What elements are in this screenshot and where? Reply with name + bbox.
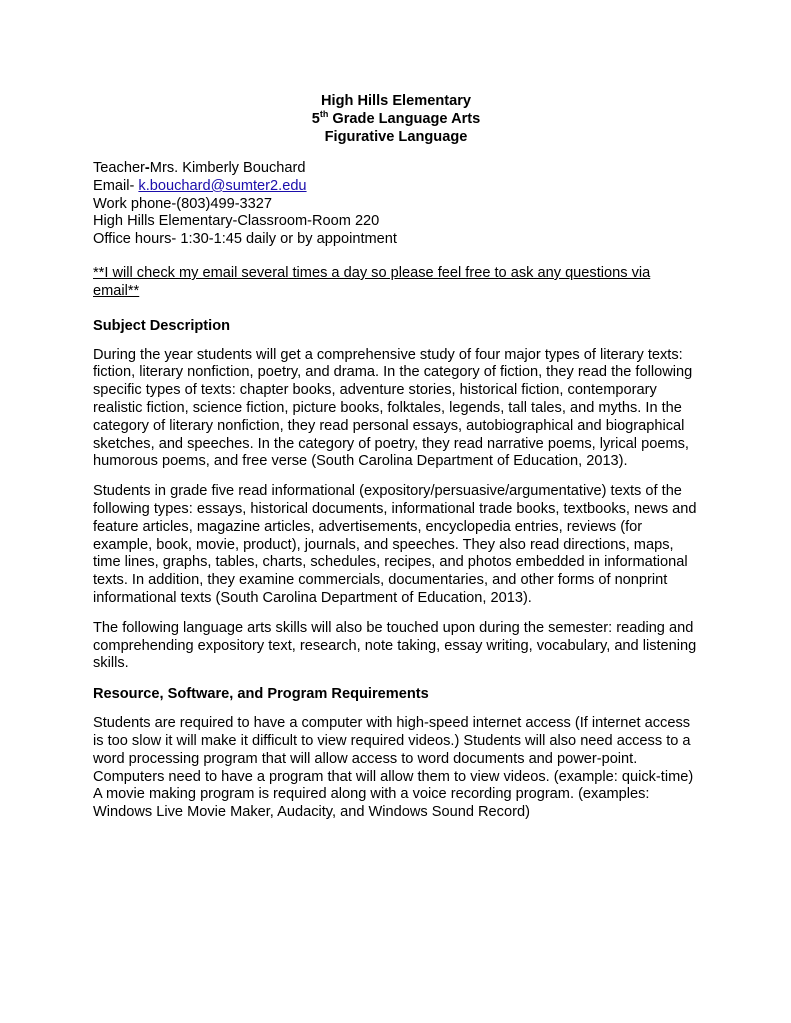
subject-paragraph-fiction: During the year students will get a comprehensive study of four major types of literary texts: fiction, literary nonfiction, poetry, and drama. In the category of fiction, they read the following specific types of texts: chapter books, adventure stories, historical fiction, contemporary realistic fiction, science fiction, picture books, folktales, legends, tall tales, and myths. In the category of literary nonfiction, they read personal essays, autobiographical and biographical sketches, and speeches. In the category of poetry, they read narrative poems, lyrical poems, humorous poems, and free verse (South Carolina Department of Education, 2013). — [93, 346, 693, 470]
subject-description-heading: Subject Description — [93, 317, 231, 334]
course-title — [93, 110, 699, 128]
subject-paragraph-informational: Students in grade five read informational (expository/persuasive/argumentative) texts of the following types: essays, historical documents, informational trade books, textbooks, news and feature articles, magazine articles, advertisements, encyclopedia entries, reviews (for example, book, movie, product), journals, and speeches. They also read directions, maps, time lines, graphs, tables, charts, schedules, recipes, and photos embedded in informational texts. In addition, they examine commercials, documentaries, and other forms of nonprint informational texts (South Carolina Department of Education, 2013). — [93, 483, 697, 606]
teacher-name: Mrs. Kimberly Bouchard — [149, 160, 306, 176]
document-page — [93, 92, 699, 834]
unit-title: Figurative Language — [324, 129, 468, 145]
classroom-location: High Hills Elementary-Classroom-Room 220 — [93, 213, 380, 230]
course-name: Grade Language Arts — [328, 111, 481, 127]
office-hours: Office hours- 1:30-1:45 daily or by appointment — [93, 231, 397, 248]
grade-suffix: th — [319, 109, 329, 119]
teacher-line — [93, 160, 699, 178]
email-notice: **I will check my email several times a day so please feel free to ask any questions via email** — [93, 264, 651, 299]
subject-paragraph-skills: The following language arts skills will also be touched upon during the semester: reading and comprehending expository text, research, note taking, essay writing, vocabulary, and listening skills. — [93, 619, 697, 672]
teacher-separator: - — [144, 160, 150, 176]
email-line — [93, 178, 699, 196]
email-label: Email- — [93, 177, 139, 194]
email-link[interactable]: k.bouchard@sumter2.edu — [138, 177, 307, 194]
school-name: High Hills Elementary — [320, 93, 472, 109]
work-phone: Work phone-(803)499-3327 — [93, 195, 273, 212]
contact-info — [93, 160, 699, 249]
grade-number: 5 — [311, 111, 320, 127]
requirements-paragraph: Students are required to have a computer with high-speed internet access (If internet access is too slow it will make it difficult to view required videos.) Students will also need access to a word processing program that will allow access to word documents and power-point. Computers need to have a program that will allow them to view videos. (example: quick-time) A movie making program is required along with a voice recording program. (examples: Windows Live Movie Maker, Audacity, and Windows Sound Record) — [93, 715, 694, 821]
teacher-label: Teacher — [93, 160, 145, 176]
document-header — [93, 92, 699, 146]
requirements-heading: Resource, Software, and Program Requirements — [93, 686, 429, 703]
